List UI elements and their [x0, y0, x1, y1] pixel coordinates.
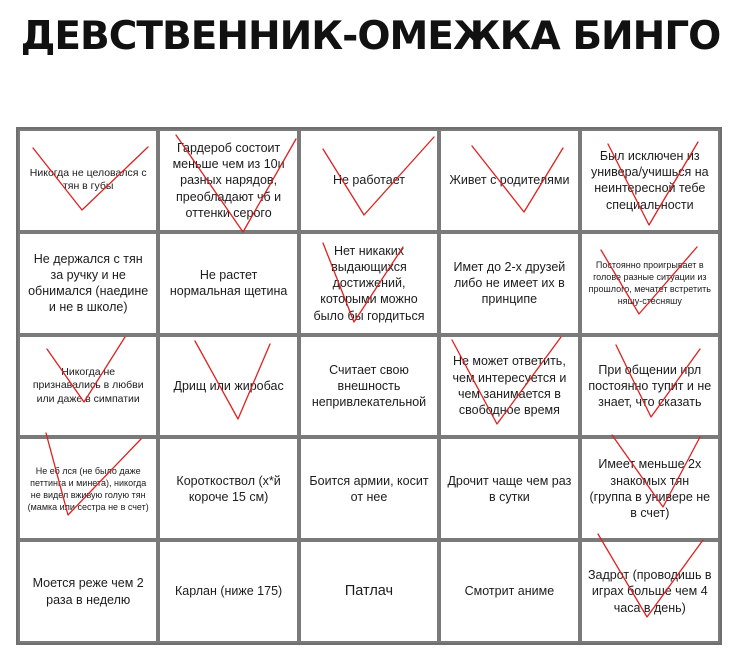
bingo-cell[interactable]: При общении ирл постоянно тупит и не знает, что сказать — [580, 335, 720, 438]
bingo-grid — [16, 127, 722, 645]
bingo-cell[interactable]: Смотрит аниме — [439, 540, 579, 643]
bingo-cell[interactable]: Не держался с тян за ручку и не обнимался (наедине и не в школе) — [18, 232, 158, 335]
bingo-cell[interactable]: Дрищ или жиробас — [158, 335, 298, 438]
bingo-cell[interactable]: Не еб лся (не было даже петтинга и минета), никогда не видел вживую голую тян (мамка или сестра не в счет) — [18, 437, 158, 540]
bingo-cell[interactable]: Был исключен из универа/учишься на неинтересной тебе специальности — [580, 129, 720, 232]
bingo-cell[interactable]: Никогда не целовался с тян в губы — [18, 129, 158, 232]
bingo-cell[interactable]: Считает свою внешность непривлекательной — [299, 335, 439, 438]
bingo-cell[interactable]: Имеет меньше 2х знакомых тян (группа в универе не в счет) — [580, 437, 720, 540]
bingo-cell[interactable]: Нет никаких выдающихся достижений, которыми можно было бы гордиться — [299, 232, 439, 335]
bingo-cell[interactable]: Не растет нормальная щетина — [158, 232, 298, 335]
bingo-cell[interactable]: Дрочит чаще чем раз в сутки — [439, 437, 579, 540]
bingo-cell[interactable]: Боится армии, косит от нее — [299, 437, 439, 540]
bingo-cell[interactable]: Патлач — [299, 540, 439, 643]
bingo-cell[interactable]: Не может ответить, чем интересуется и чем занимается в свободное время — [439, 335, 579, 438]
bingo-cell[interactable]: Моется реже чем 2 раза в неделю — [18, 540, 158, 643]
bingo-cell[interactable]: Не работает — [299, 129, 439, 232]
bingo-cell[interactable]: Живет с родителями — [439, 129, 579, 232]
bingo-cell[interactable]: Гардероб состоит меньше чем из 10и разных нарядов, преобладают чб и оттенки серого — [158, 129, 298, 232]
page-title: ДЕВСТВЕННИК-ОМЕЖКА БИНГО — [20, 14, 721, 59]
bingo-cell[interactable]: Никогда не признавались в любви или даже в симпатии — [18, 335, 158, 438]
bingo-cell[interactable]: Имет до 2-х друзей либо не имеет их в принципе — [439, 232, 579, 335]
bingo-cell[interactable]: Короткоствол (х*й короче 15 см) — [158, 437, 298, 540]
bingo-cell[interactable]: Задрот (проводишь в играх больше чем 4 часа в день) — [580, 540, 720, 643]
bingo-cell[interactable]: Постоянно проигрывает в голове разные ситуации из прошлого, мечатет встретить няшу-стесняшу — [580, 232, 720, 335]
bingo-cell[interactable]: Карлан (ниже 175) — [158, 540, 298, 643]
